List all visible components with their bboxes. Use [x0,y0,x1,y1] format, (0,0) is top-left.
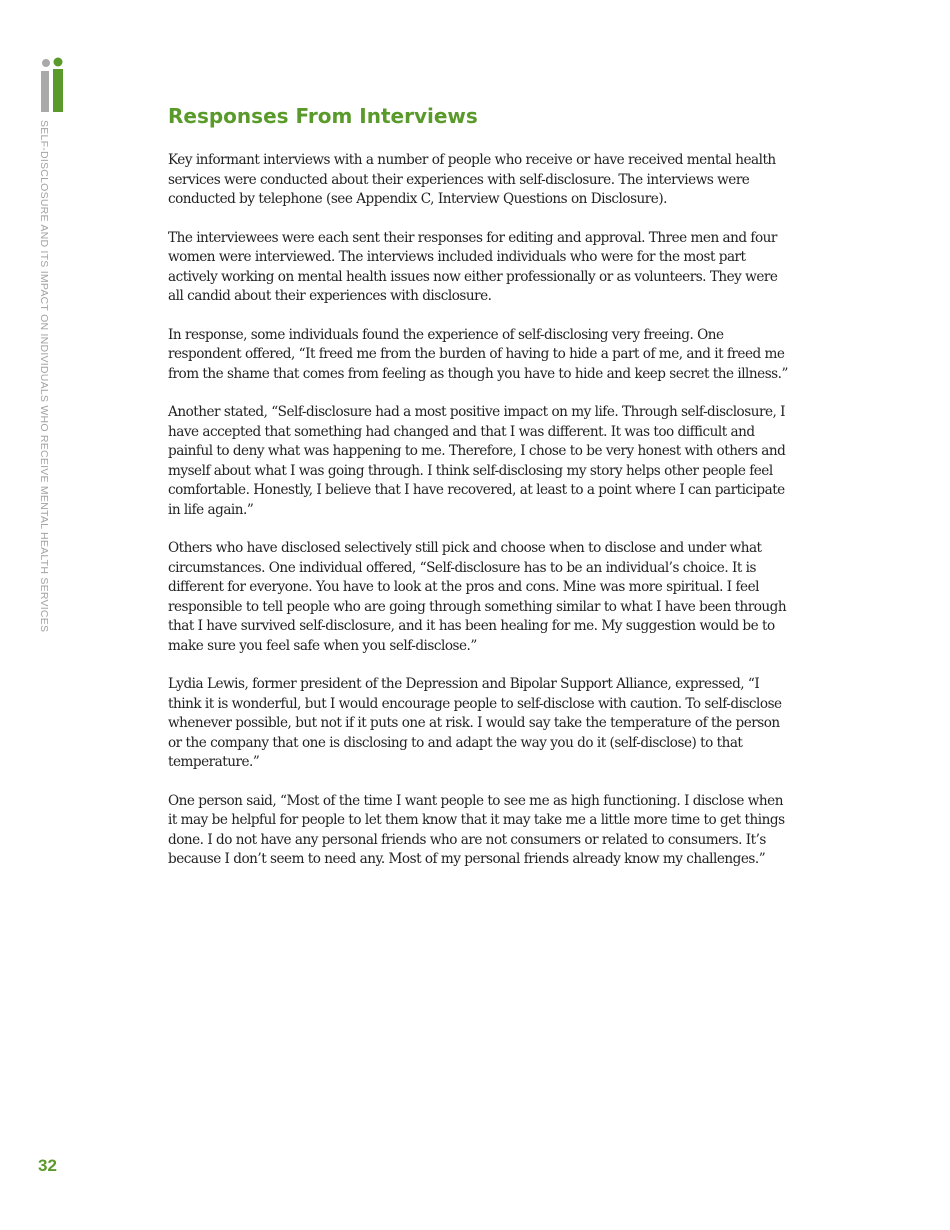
sidebar-document-title: SELF-DISCLOSURE AND ITS IMPACT ON INDIVIDUALS WHO RECEIVE MENTAL HEALTH SERVICES [38,120,50,633]
paragraph: In response, some individuals found the experience of self-disclosing very freeing. One respondent offered, “It freed me from the burden of having to hide a part of me, and it freed me from the shame that comes from feeling as though you have to hide and keep secret the illness.” [168,326,788,382]
paragraph: Key informant interviews with a number of people who receive or have received mental health services were conducted about their experiences with self-disclosure. The interviews were conducted by telephone (see Appendix C, Interview Questions on Disclosure). [168,152,776,207]
people-logo-icon [37,56,67,114]
body-text [168,151,788,889]
paragraph: Others who have disclosed selectively still pick and choose when to disclose and under what circumstances. One individual offered, “Self-disclosure has to be an individual’s choice. It is different for everyone. You have to look at the pros and cons. Mine was more spiritual. I feel responsible to tell people who are going through something similar to what I have been through that I have survived self-disclosure, and it has been healing for me. My suggestion would be to make sure you feel safe when you self-disclose.” [168,540,787,654]
section-heading: Responses From Interviews [168,104,478,128]
page-number: 32 [38,1156,57,1175]
paragraph: Lydia Lewis, former president of the Depression and Bipolar Support Alliance, expressed, “I think it is wonderful, but I would encourage people to self-disclose with caution. To self-disclose whenever possible, but not if it puts one at risk. I would say take the temperature of the person or the company that one is disclosing to and adapt the way you do it (self-disclose) to that temperature.” [168,676,782,770]
paragraph: The interviewees were each sent their responses for editing and approval. Three men and four women were interviewed. The interviews included individuals who were for the most part actively working on mental health issues now either professionally or as volunteers. They were all candid about their experiences with disclosure. [168,229,778,304]
paragraph: One person said, “Most of the time I want people to see me as high functioning. I disclose when it may be helpful for people to let them know that it may take me a little more time to get things done. I do not have any personal friends who are not consumers or related to consumers. It’s because I don’t seem to need any. Most of my personal friends already know my challenges.” [168,792,785,867]
paragraph: Another stated, “Self-disclosure had a most positive impact on my life. Through self-disclosure, I have accepted that something had changed and that I was different. It was too difficult and painful to deny what was happening to me. Therefore, I chose to be very honest with others and myself about what I was going through. I think self-disclosing my story helps other people feel comfortable. Honestly, I believe that I have recovered, at least to a point where I can participate in life again.” [168,404,786,518]
